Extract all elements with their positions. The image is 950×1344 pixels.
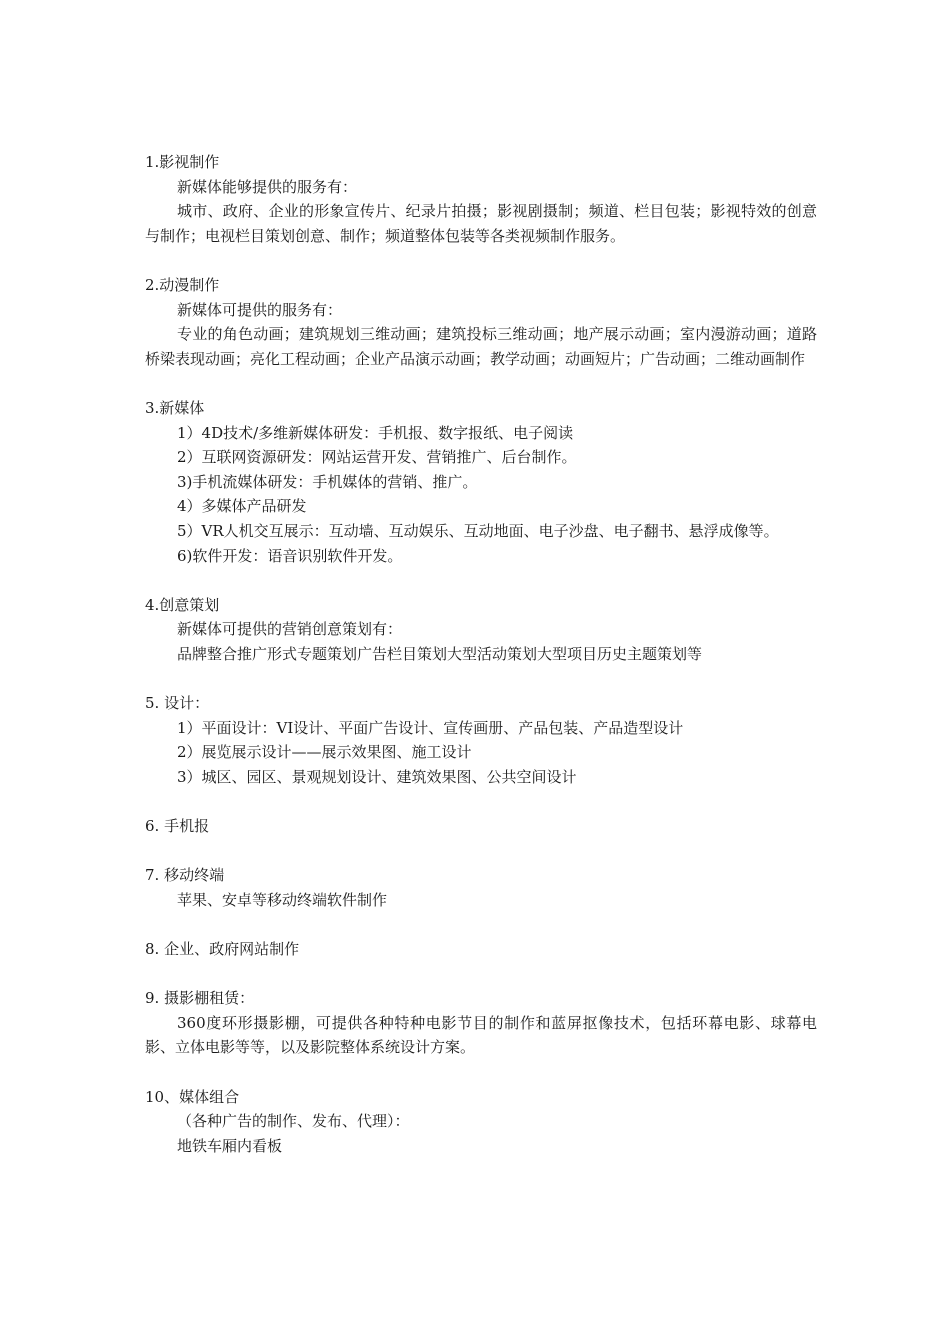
paragraph-line: 新媒体能够提供的服务有： xyxy=(177,177,358,196)
section-heading: 7. 移动终端 xyxy=(145,866,225,885)
section-film-production xyxy=(145,150,817,248)
list-item: 5）VR人机交互展示：互动墙、互动娱乐、互动地面、电子沙盘、电子翻书、悬浮成像等。 xyxy=(177,521,779,540)
section-heading: 5. 设计： xyxy=(145,694,210,713)
section-heading: 4.创意策划 xyxy=(145,595,220,614)
list-item: 2）展览展示设计——展示效果图、施工设计 xyxy=(177,743,472,762)
paragraph-line: 品牌整合推广形式专题策划广告栏目策划大型活动策划大型项目历史主题策划等 xyxy=(177,644,703,663)
list-item: 1）平面设计：VI设计、平面广告设计、宣传画册、产品包装、产品造型设计 xyxy=(177,718,684,737)
section-new-media xyxy=(145,396,817,568)
list-item: 1）4D技术/多维新媒体研发：手机报、数字报纸、电子阅读 xyxy=(177,423,574,442)
section-heading: 2.动漫制作 xyxy=(145,275,220,294)
section-studio-rental xyxy=(145,986,817,1060)
section-mobile-terminal xyxy=(145,863,817,912)
paragraph-line: 新媒体可提供的服务有： xyxy=(177,300,343,319)
list-item: 6)软件开发：语音识别软件开发。 xyxy=(177,546,403,565)
section-heading: 1.影视制作 xyxy=(145,153,220,171)
section-design xyxy=(145,691,817,789)
paragraph-line: （各种广告的制作、发布、代理）： xyxy=(177,1112,410,1131)
document-page xyxy=(145,150,817,1183)
list-item: 2）互联网资源研发：网站运营开发、营销推广、后台制作。 xyxy=(177,448,577,467)
section-heading: 9. 摄影棚租赁： xyxy=(145,989,255,1008)
section-media-combination xyxy=(145,1085,817,1159)
paragraph-line: 新媒体可提供的营销创意策划有： xyxy=(177,620,403,639)
list-item: 3）城区、园区、景观规划设计、建筑效果图、公共空间设计 xyxy=(177,767,577,786)
section-heading: 10、媒体组合 xyxy=(145,1087,240,1106)
section-heading: 8. 企业、政府网站制作 xyxy=(145,940,300,958)
paragraph-line: 专业的角色动画；建筑规划三维动画；建筑投标三维动画；地产展示动画；室内漫游动画；道路桥梁表现动画；亮化工程动画；企业产品演示动画；教学动画；动画短片；广告动画；二维动画制作 xyxy=(145,325,817,368)
list-item: 3)手机流媒体研发：手机媒体的营销、推广。 xyxy=(177,472,478,491)
paragraph-line: 地铁车厢内看板 xyxy=(177,1136,283,1155)
section-creative-planning xyxy=(145,593,817,667)
list-item: 4）多媒体产品研发 xyxy=(177,497,307,516)
section-animation-production xyxy=(145,273,817,371)
section-mobile-newspaper xyxy=(145,814,817,839)
section-website-production xyxy=(145,937,817,962)
paragraph-line: 360度环形摄影棚，可提供各种特种电影节目的制作和蓝屏抠像技术，包括环幕电影、球幕电影、立体电影等等，以及影院整体系统设计方案。 xyxy=(145,1013,817,1057)
paragraph-line: 城市、政府、企业的形象宣传片、纪录片拍摄；影视剧摄制；频道、栏目包装；影视特效的创意与制作；电视栏目策划创意、制作；频道整体包装等各类视频制作服务。 xyxy=(145,202,817,245)
section-heading: 6. 手机报 xyxy=(145,817,210,836)
section-heading: 3.新媒体 xyxy=(145,398,205,417)
paragraph-line: 苹果、安卓等移动终端软件制作 xyxy=(177,890,388,909)
